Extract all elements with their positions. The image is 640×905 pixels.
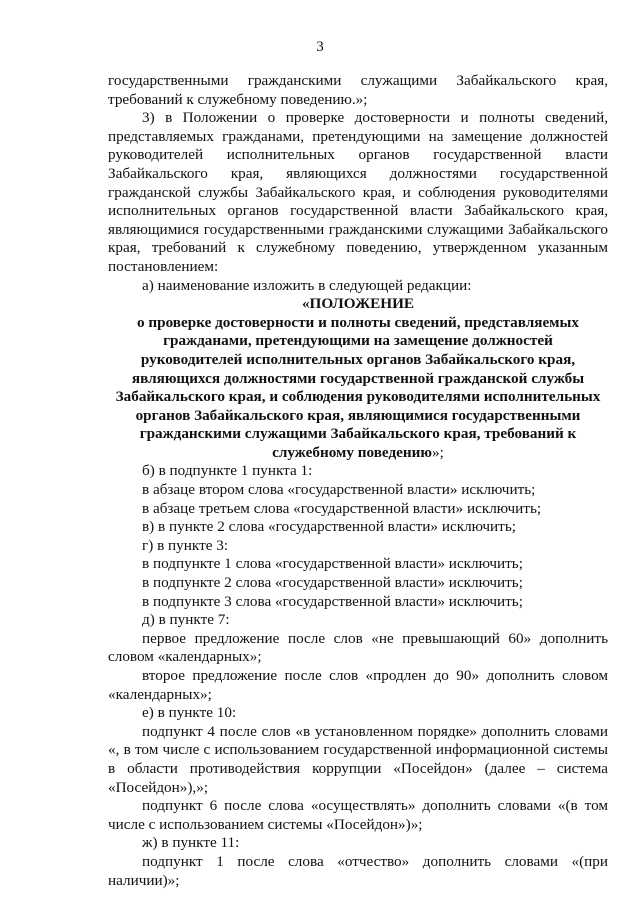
regulation-heading-end: »; [432, 443, 444, 461]
regulation-heading-text: о проверке достоверности и полноты сведений, представляемых гражданами, претендующими на замещение должностей руководителей исполнительных органов Забайкальского края, являющихся должностями государственной гражданской службы Забайкальского края, и соблюдения руководителями исполнительных органов Забайкальского края, являющимися государственными гражданскими служащими Забайкальского края, требований к служебному поведению [115, 313, 601, 461]
paragraph-continuation: государственными гражданскими служащими Забайкальского края, требований к служебному поведению.»; [108, 72, 608, 108]
list-item: в подпункте 1 слова «государственной власти» исключить; [142, 555, 523, 573]
list-item: в подпункте 2 слова «государственной власти» исключить; [142, 574, 523, 592]
list-item: подпункт 6 после слова «осуществлять» дополнить словами «(в том числе с использованием системы «Посейдон»)»; [108, 797, 608, 833]
list-item-zh: ж) в пункте 11: [142, 834, 240, 852]
list-item: в абзаце третьем слова «государственной власти» исключить; [142, 499, 542, 517]
document-body [108, 72, 608, 890]
list-item: в абзаце втором слова «государственной власти» исключить; [142, 481, 536, 499]
page-number: 3 [316, 39, 324, 55]
list-item-g: г) в пункте 3: [142, 536, 229, 554]
list-item: первое предложение после слов «не превышающий 60» дополнить словом «календарных»; [108, 629, 608, 666]
regulation-heading [108, 314, 608, 463]
regulation-title: «ПОЛОЖЕНИЕ [301, 295, 415, 313]
list-item-b: б) в подпункте 1 пункта 1: [142, 462, 313, 480]
list-item: в подпункте 3 слова «государственной власти» исключить; [142, 592, 523, 610]
list-item: подпункт 4 после слов «в установленном порядке» дополнить словами «, в том числе с использованием государственной информационной системы в области противодействия коррупции «Посейдон» (далее – система «Посейдон»),»; [108, 722, 608, 796]
list-item: подпункт 1 после слова «отчество» дополнить словами «(при наличии)»; [108, 852, 608, 889]
list-item-e: е) в пункте 10: [142, 704, 237, 722]
list-item-d: д) в пункте 7: [142, 611, 230, 629]
paragraph-subitem-a: а) наименование изложить в следующей редакции: [142, 276, 472, 294]
list-item: второе предложение после слов «продлен до 90» дополнить словом «календарных»; [108, 667, 608, 703]
paragraph-item-3: 3) в Положении о проверке достоверности и полноты сведений, представляемых гражданами, претендующими на замещение должностей руководителей исполнительных органов государственной власти Забайкальского края, являющихся должностями государственной гражданской службы Забайкальского края, и соблюдения руководителями исполнительных органов государственной власти Забайкальского края, являющимися государственными гражданскими служащими Забайкальского края, требований к служебному поведению, утвержденном указанным постановлением: [108, 109, 608, 275]
list-item-v: в) в пункте 2 слова «государственной власти» исключить; [142, 518, 516, 536]
